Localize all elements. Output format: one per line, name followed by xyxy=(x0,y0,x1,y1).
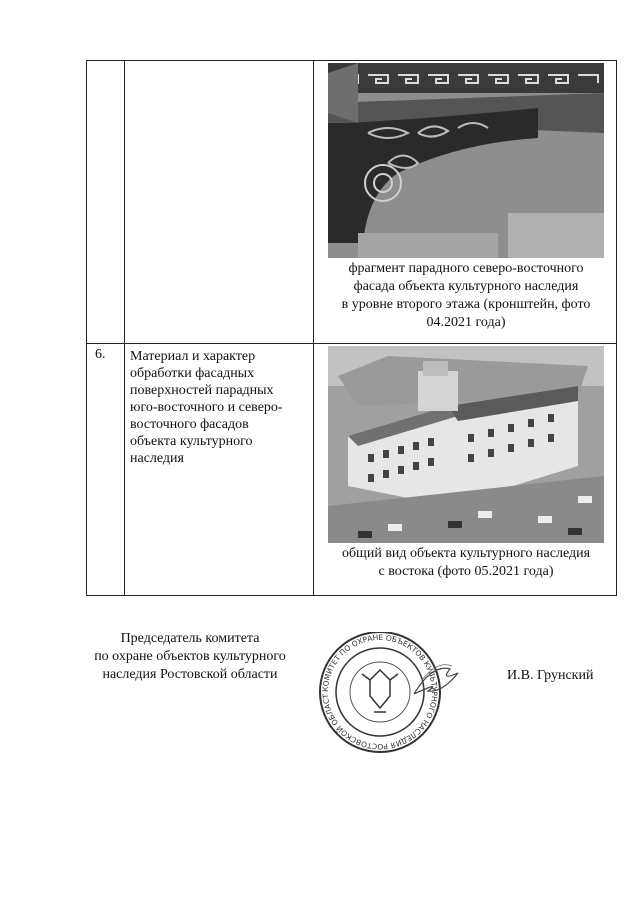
row-description: Материал и характер обработки фасадных поверхностей парадных юго-восточного и северо- восточного фасадов объекта культурного наследия xyxy=(130,349,283,466)
heritage-table xyxy=(86,60,617,596)
svg-text:КОМИТЕТ ПО ОХРАНЕ ОБЪЕКТОВ КУЛ: КОМИТЕТ ПО ОХРАНЕ ОБЪЕКТОВ КУЛЬТУРНОГО НАСЛЕДИЯ РОСТОВСКОЙ ОБЛАСТ xyxy=(320,632,440,752)
official-seal xyxy=(318,632,478,762)
row-number: 6. xyxy=(95,347,106,362)
column-divider xyxy=(124,61,125,595)
photo-caption: фрагмент парадного северо-восточного фасада объекта культурного наследия в уровне второго этажа (кронштейн, фото 04.2021 года) xyxy=(341,261,591,330)
photo-caption: общий вид объекта культурного наследия с востока (фото 05.2021 года) xyxy=(341,546,591,579)
signer-name: И.В. Грунский xyxy=(507,668,594,683)
signer-title: Председатель комитета по охране объектов культурного наследия Ростовской области xyxy=(94,631,286,682)
row-divider xyxy=(87,343,616,344)
photo-bracket-fragment xyxy=(328,63,604,258)
column-divider xyxy=(313,61,314,595)
photo-building-general-view xyxy=(328,346,604,543)
